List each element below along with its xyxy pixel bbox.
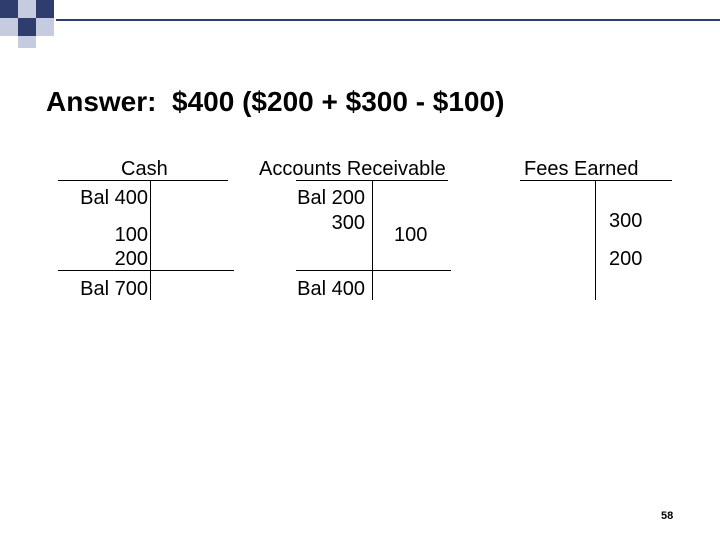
cash-total-line: [58, 270, 234, 271]
ar-balance: Bal 400: [297, 278, 365, 300]
ar-account-title: Accounts Receivable: [259, 158, 446, 180]
cash-t-top-line: [58, 180, 228, 181]
deco-square: [36, 18, 54, 36]
ar-credit-entry: 100: [394, 224, 428, 246]
fees-earned-t-divider: [595, 180, 596, 300]
cash-debit-entry: 200: [114, 248, 148, 270]
ar-t-divider: [372, 180, 373, 300]
fees-earned-account-title: Fees Earned: [524, 158, 639, 180]
deco-square: [18, 36, 36, 48]
page-title: Answer: $400 ($200 + $300 - $100): [46, 86, 505, 117]
page-number: 58: [661, 510, 674, 522]
deco-square: [0, 0, 18, 18]
cash-t-divider: [150, 180, 151, 300]
deco-square: [0, 18, 18, 36]
ar-debit-entry: Bal 200: [297, 187, 365, 209]
ar-debit-entry: 300: [331, 212, 365, 234]
deco-square: [36, 0, 54, 18]
decorative-header: [0, 0, 720, 48]
fees-earned-credit-entry: 300: [609, 210, 643, 232]
cash-debit-entry: Bal 400: [80, 187, 148, 209]
cash-account-title: Cash: [121, 158, 168, 180]
header-rule: [56, 19, 720, 21]
cash-balance: Bal 700: [80, 278, 148, 300]
deco-square: [18, 0, 36, 18]
deco-square: [18, 18, 36, 36]
ar-total-line: [296, 270, 451, 271]
fees-earned-t-top-line: [520, 180, 672, 181]
cash-debit-entry: 100: [114, 224, 148, 246]
fees-earned-credit-entry: 200: [609, 248, 643, 270]
